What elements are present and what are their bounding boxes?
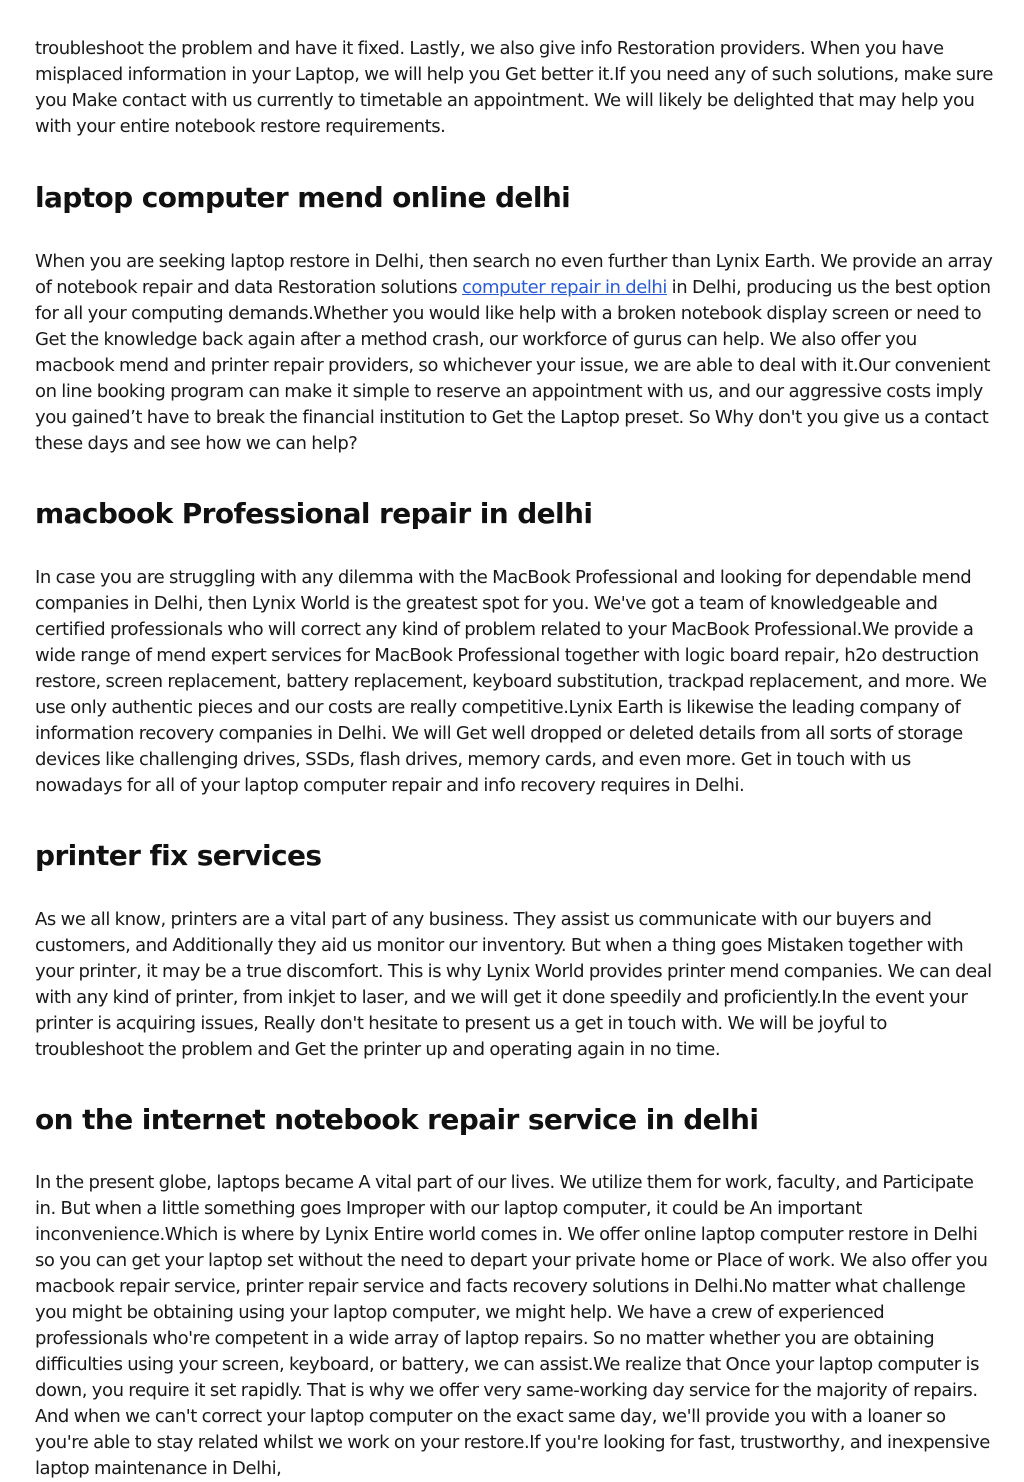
paragraph-text-before-link: When you are seeking laptop restore in Delhi, then search no even further than Lynix Earth. We provide an array of notebook repair and data Restoration solutions (35, 251, 993, 298)
heading-laptop-mend: laptop computer mend online delhi (35, 181, 571, 214)
heading-printer-fix: printer fix services (35, 839, 322, 872)
document-page (35, 36, 995, 1482)
paragraph-printer-fix: As we all know, printers are a vital part of any business. They assist us communicate with our buyers and customers, and Additionally they aid us monitor our inventory. But when a thing goes Mistaken together with your printer, it may be a true discomfort. This is why Lynix World provides printer mend companies. We can deal with any kind of printer, from inkjet to laser, and we will get it done speedily and proficiently.In the event your printer is acquiring issues, Really don't hesitate to present us a get in touch with. We will be joyful to troubleshoot the problem and Get the printer up and operating again in no time. (35, 909, 992, 1060)
intro-paragraph: troubleshoot the problem and have it fixed. Lastly, we also give info Restoration providers. When you have misplaced information in your Laptop, we will help you Get better it.If you need any of such solutions, make sure you Make contact with us currently to timetable an appointment. We will likely be delighted that may help you with your entire notebook restore requirements. (35, 38, 993, 137)
heading-macbook-repair: macbook Professional repair in delhi (35, 497, 593, 530)
paragraph-online-repair: In the present globe, laptops became A vital part of our lives. We utilize them for work, faculty, and Participate in. But when a little something goes Improper with our laptop computer, it could be An important inconvenience.Which is where by Lynix Entire world comes in. We offer online laptop computer restore in Delhi so you can get your laptop set without the need to depart your private home or Place of work. We also offer you macbook repair service, printer repair service and facts recovery solutions in Delhi.No matter what challenge you might be obtaining using your laptop computer, we might help. We have a crew of experienced professionals who're competent in a wide array of laptop repairs. So no matter whether you are obtaining difficulties using your screen, keyboard, or battery, we can assist.We realize that Once your laptop computer is down, you require it set rapidly. That is why we offer very same-working day service for the majority of repairs. And when we can't correct your laptop computer on the exact same day, we'll provide you with a loaner so you're able to stay related whilst we work on your restore.If you're looking for fast, trustworthy, and inexpensive laptop maintenance in Delhi, (35, 1172, 990, 1479)
computer-repair-link[interactable]: computer repair in delhi (461, 277, 667, 298)
paragraph-macbook-repair: In case you are struggling with any dilemma with the MacBook Professional and looking for dependable mend companies in Delhi, then Lynix World is the greatest spot for you. We've got a team of knowledgeable and certified professionals who will correct any kind of problem related to your MacBook Professional.We provide a wide range of mend expert services for MacBook Professional together with logic board repair, h2o destruction restore, screen replacement, battery replacement, keyboard substitution, trackpad replacement, and more. We use only authentic pieces and our costs are really competitive.Lynix Earth is likewise the leading company of information recovery companies in Delhi. We will Get well dropped or deleted details from all sorts of storage devices like challenging drives, SSDs, flash drives, memory cards, and even more. Get in touch with us nowadays for all of your laptop computer repair and info recovery requires in Delhi. (35, 567, 987, 796)
paragraph-text-after-link: in Delhi, producing us the best option for all your computing demands.Whether you would like help with a broken notebook display screen or need to Get the knowledge back again after a method crash, our workforce of gurus can help. We also offer you macbook mend and printer repair providers, so whichever your issue, we are able to deal with it.Our convenient on line booking program can make it simple to reserve an appointment with us, and our aggressive costs imply you gained’t have to break the financial institution to Get the Laptop preset. So Why don't you give us a contact these days and see how we can help? (35, 277, 991, 454)
paragraph-laptop-mend (35, 249, 995, 457)
heading-online-repair: on the internet notebook repair service in delhi (35, 1103, 759, 1136)
